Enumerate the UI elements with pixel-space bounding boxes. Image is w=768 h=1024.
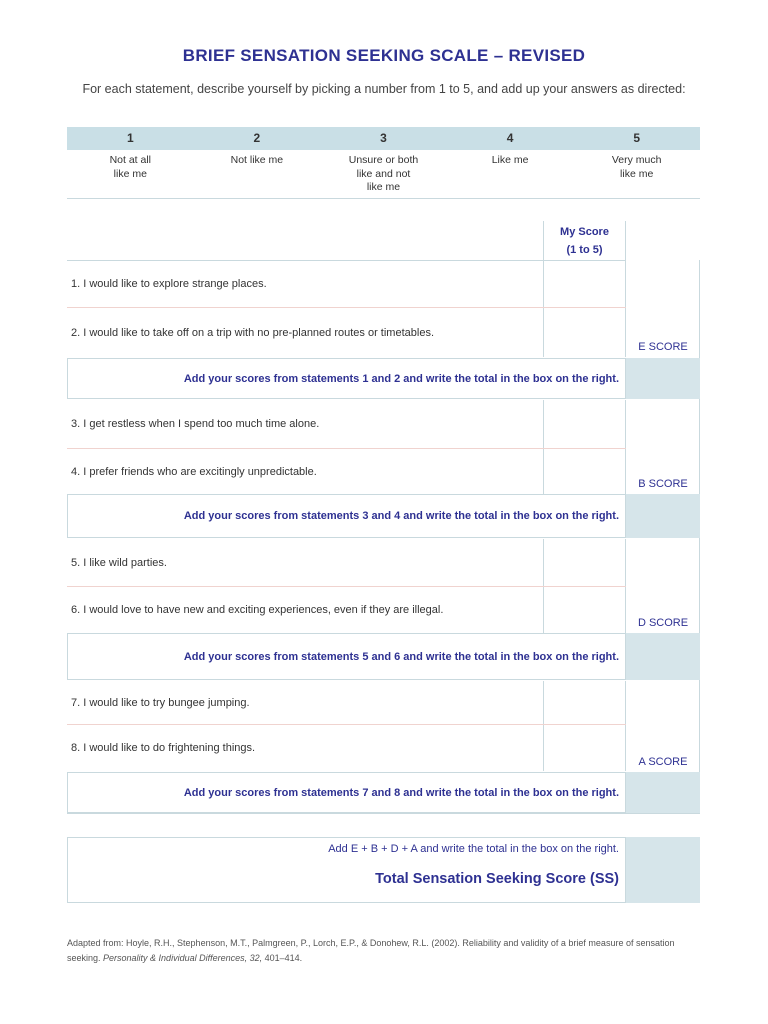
citation-journal: Personality & Individual Differences, 32, [103,953,263,963]
score-field-3[interactable] [543,400,626,448]
rating-label: Very much like me [611,154,662,180]
instruction-d: Add your scores from statements 5 and 6 and write the total in the box on the right. [67,633,626,680]
score-field-1[interactable] [543,261,626,307]
total-score-box[interactable] [626,837,700,903]
rating-number: 2 [253,131,261,145]
statement-2: 2. I would like to take off on a trip with no pre-planned routes or timetables. [71,326,434,339]
instruction-a: Add your scores from statements 7 and 8 and write the total in the box on the right. [67,772,626,813]
d-score-label: D SCORE [637,617,689,629]
statement-8: 8. I would like to do frightening things. [71,742,256,754]
rating-label: Not at all like me [109,154,152,180]
total-score-row [67,837,626,903]
rating-key-numbers [67,127,700,150]
rating-label: Like me [491,154,529,166]
total-instruction: Add E + B + D + A and write the total in the box on the right. [328,843,619,855]
citation-pages: 401–414. [262,953,303,963]
score-field-5[interactable] [543,539,626,586]
rating-label: Not like me [230,154,284,166]
spacer-row [67,813,700,837]
statement-4: 4. I prefer friends who are excitingly unpredictable. [71,465,317,478]
rating-number: 3 [380,131,387,145]
statement-5: 5. I like wild parties. [71,556,167,569]
score-field-2[interactable] [543,308,626,357]
instruction-b: Add your scores from statements 3 and 4 and write the total in the box on the right. [67,494,626,538]
a-score-label: A SCORE [638,756,688,768]
e-score-label: E SCORE [638,341,688,353]
my-score-range: (1 to 5) [566,244,603,256]
statement-7: 7. I would like to try bungee jumping. [71,696,250,709]
score-field-7[interactable] [543,681,626,724]
my-score-header [543,221,626,260]
rating-key-labels [67,150,700,195]
rating-number: 4 [506,131,514,145]
b-score-box[interactable] [626,494,700,538]
rating-number: 1 [126,131,134,145]
d-score-box[interactable] [626,633,700,680]
e-score-box[interactable] [626,358,700,399]
rating-key [67,127,700,199]
b-score-label: B SCORE [638,478,688,490]
statement-1: 1. I would like to explore strange places. [71,278,267,290]
a-score-box[interactable] [626,772,700,813]
total-score-label: Total Sensation Seeking Score (SS) [375,871,619,887]
my-score-label: My Score [560,226,609,238]
instructions-text: For each statement, describe yourself by picking a number from 1 to 5, and add up your answers as directed: [82,82,686,96]
instruction-e: Add your scores from statements 1 and 2 and write the total in the box on the right. [67,358,626,399]
citation [67,936,707,966]
score-field-4[interactable] [543,449,626,494]
statement-3: 3. I get restless when I spend too much time alone. [71,418,320,430]
rating-number: 5 [633,131,641,145]
citation-text: Adapted from: Hoyle, R.H., Stephenson, M.T., Palmgreen, P., Lorch, E.P., & Donohew, R.L. (2002). Reliability and validity of a brief measure of sensation seeking. [67,938,675,963]
page-title: BRIEF SENSATION SEEKING SCALE – REVISED [182,46,586,65]
score-field-8[interactable] [543,725,626,771]
rating-label: Unsure or both like and not like me [348,154,419,193]
statement-6: 6. I would love to have new and exciting experiences, even if they are illegal. [71,604,444,616]
score-field-6[interactable] [543,587,626,633]
